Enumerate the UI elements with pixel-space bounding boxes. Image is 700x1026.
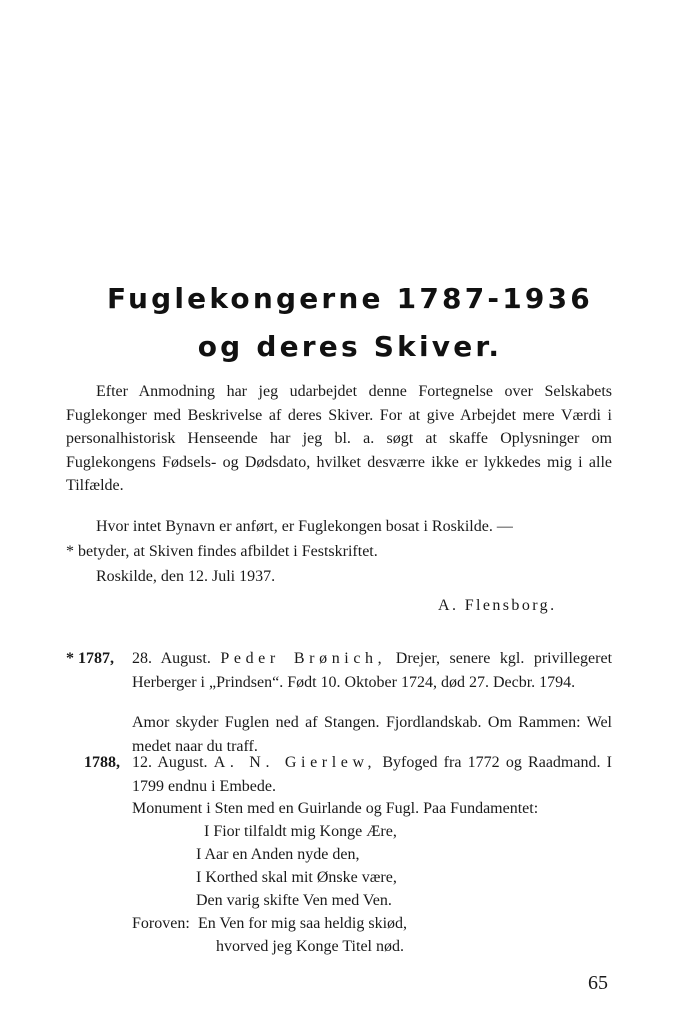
- entry-body: [132, 647, 612, 694]
- entry-person-name: A. N. Gierlew,: [213, 754, 377, 771]
- verse-line: I Korthed skal mit Ønske være,: [196, 869, 397, 886]
- entry-person-name: Peder Brønich,: [220, 650, 387, 667]
- signature: A. Flensborg.: [438, 597, 557, 614]
- entry-description: Drejer, senere kgl. privillegeret Herberger i „Prindsen“. Født 10. Oktober 1724, død 27. Decbr. 1794.: [132, 650, 613, 691]
- verse-line: En Ven for mig saa heldig skiød,: [198, 915, 408, 932]
- verse-line: Den varig skifte Ven med Ven.: [196, 892, 392, 909]
- intro-note-residence: Hvor intet Bynavn er anført, er Fuglekongen bosat i Roskilde. —: [96, 518, 513, 535]
- entry-shield-description: Monument i Sten med en Guirlande og Fugl. Paa Fundamentet:: [132, 800, 539, 817]
- verse-line: hvorved jeg Konge Titel nød.: [216, 938, 404, 955]
- intro-note-asterisk: * betyder, at Skiven findes afbildet i Festskriftet.: [66, 543, 378, 560]
- entry-year: * 1787,: [66, 650, 114, 667]
- entry-date: 28. August.: [132, 650, 211, 667]
- entry-date: 12. August.: [132, 754, 208, 771]
- entry-description: Byfoged fra 1772 og Raadmand. I 1799 endnu i Embede.: [132, 754, 612, 795]
- page-title-line-1: Fuglekongerne 1787-1936: [107, 282, 593, 315]
- page-title-line-2: og deres Skiver.: [197, 330, 503, 363]
- verse-line: I Fior tilfaldt mig Konge Ære,: [204, 823, 397, 840]
- verse-line: I Aar en Anden nyde den,: [196, 846, 360, 863]
- intro-paragraph: Efter Anmodning har jeg udarbejdet denne Fortegnelse over Selskabets Fuglekonger med Beskrivelse af deres Skiver. For at give Arbejdet mere Værdi i personalhistorisk Henseende har jeg bl. a. søgt at skaffe Oplysninger om Fuglekongens Fødsels- og Dødsdato, hvilket desværre ikke er lykkedes mig i alle Tilfælde.: [66, 383, 612, 495]
- entry-body: [132, 751, 612, 798]
- entry-shield-description: Amor skyder Fuglen ned af Stangen. Fjordlandskab. Om Rammen: Wel medet naar du traff.: [132, 714, 612, 755]
- verse-label: Foroven:: [132, 915, 190, 932]
- page-number: 65: [588, 972, 608, 994]
- entry-year: 1788,: [84, 754, 120, 771]
- place-date: Roskilde, den 12. Juli 1937.: [96, 568, 276, 585]
